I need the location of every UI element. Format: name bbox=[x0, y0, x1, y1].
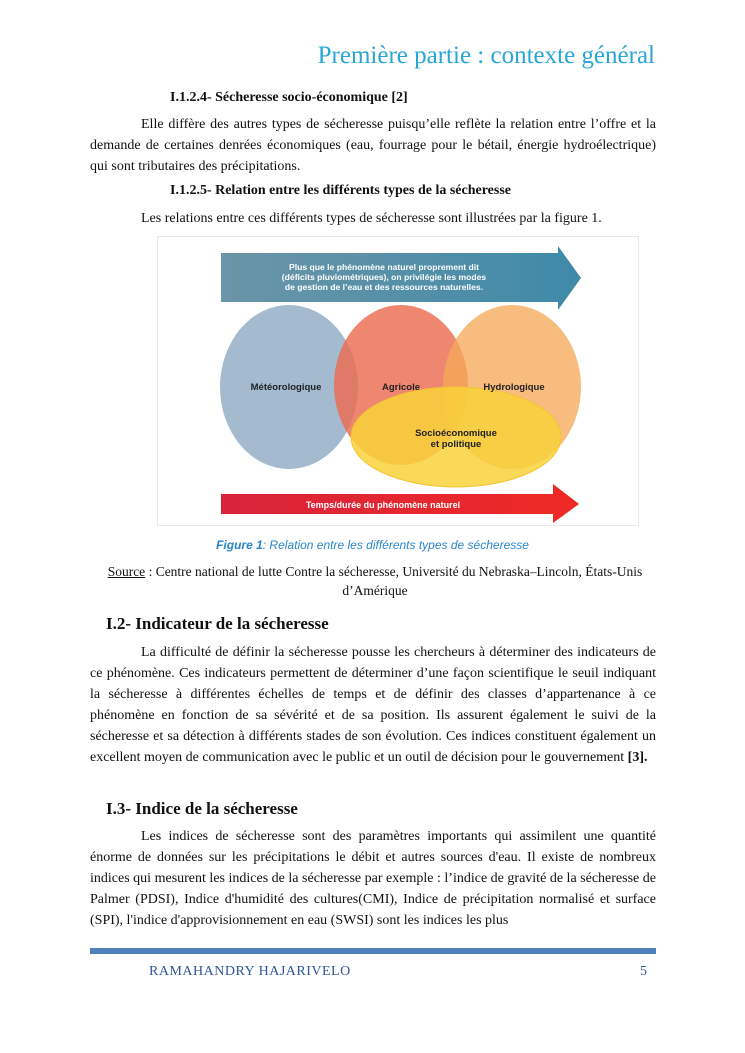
top-arrow-text-line1: Plus que le phénomène naturel proprement dit bbox=[288, 262, 480, 272]
footer-page-number: 5 bbox=[640, 964, 647, 979]
source-text: : Centre national de lutte Contre la sécheresse, Université du Nebraska–Lincoln, États-Unis d’Amérique bbox=[145, 564, 643, 598]
label-agricultural: Agricole bbox=[381, 382, 421, 393]
label-meteorological: Météorologique bbox=[250, 382, 322, 393]
paragraph-drought-relations: Les relations entre ces différents types de sécheresse sont illustrées par la figure 1. bbox=[141, 211, 602, 226]
footer-divider bbox=[90, 948, 656, 954]
caption-text: : Relation entre les différents types de sécheresse bbox=[262, 538, 529, 552]
paragraph-socio-economic-drought: Elle diffère des autres types de sécheresse puisqu’elle reflète la relation entre l’offre et la demande de certaines denrées économiques (eau, fourrage pour le bétail, énergie hydroélectrique) qui sont tributaires des précipitations. bbox=[90, 117, 656, 174]
caption-label: Figure 1 bbox=[216, 538, 263, 552]
heading-drought-index: I.3- Indice de la sécheresse bbox=[106, 799, 298, 818]
top-arrow-text-line3: de gestion de l’eau et des ressources naturelles. bbox=[284, 282, 484, 292]
figure-source bbox=[95, 562, 655, 600]
source-label: Source bbox=[107, 564, 146, 579]
paragraph-drought-index: Les indices de sécheresse sont des paramètres importants qui assimilent une quantité énorme de données sur les précipitations le débit et autres sources d'eau. Il existe de nombreux indices qui mesurent les indices de la sécheresse par exemple : l’indice de gravité de la sécheresse de Palmer (PDSI), Indice d'humidité des cultures(CMI), Indice de précipitation normalisé et surface (SPI), l'indice d'approvisionnement en eau (SWSI) sont les indices les plus bbox=[90, 829, 656, 928]
heading-socio-economic-drought: I.1.2.4- Sécheresse socio-économique [2] bbox=[170, 90, 408, 105]
label-socioeconomic-line2: et politique bbox=[430, 439, 482, 450]
figure-caption bbox=[0, 538, 745, 552]
bottom-arrow-text: Temps/durée du phénomène naturel bbox=[305, 500, 461, 510]
figure-drought-types bbox=[157, 236, 639, 526]
heading-drought-indicator: I.2- Indicateur de la sécheresse bbox=[106, 614, 329, 633]
footer-author: RAMAHANDRY HAJARIVELO bbox=[149, 964, 351, 979]
page-header-title: Première partie : contexte général bbox=[317, 42, 655, 69]
figure-diagram bbox=[158, 237, 640, 527]
label-socioeconomic-line1: Socioéconomique bbox=[415, 428, 497, 439]
top-arrow-text-line2: (déficits pluviométriques), on privilégie les modes bbox=[281, 272, 487, 282]
label-hydrological: Hydrologique bbox=[483, 382, 545, 393]
paragraph-drought-indicator-text: La difficulté de définir la sécheresse pousse les chercheurs à déterminer des indicateurs de ce phénomène. Ces indicateurs permettent de déterminer d’une façon scientifique le seuil indiquant la sécheresse à différentes échelles de temps et de définir des classes d’appartenance à ce phénomène en fonction de sa sévérité et de sa position. Ils assurent également le suivi de la sécheresse et sa détection à différents stades de son évolution. Ces indices constituent également un excellent moyen de communication avec le public et un outil de décision pour le gouvernement bbox=[90, 645, 656, 765]
reference-3: [3]. bbox=[627, 750, 648, 765]
heading-drought-relations: I.1.2.5- Relation entre les différents types de la sécheresse bbox=[170, 183, 511, 198]
paragraph-drought-indicator bbox=[90, 642, 656, 768]
